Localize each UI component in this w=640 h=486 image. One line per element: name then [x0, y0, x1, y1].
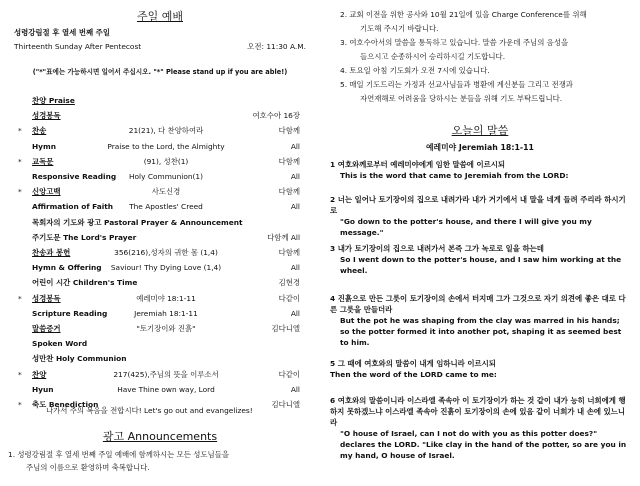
announcement-2b: 기도해 주시기 바랍니다.	[360, 24, 439, 33]
verse-4-en: But the pot he was shaping from the clay was marred in his hands; so the potter formed it into another pot, shaping it as seemed best to him.	[340, 316, 622, 347]
worship-item-leader: All	[290, 172, 300, 181]
worship-item	[32, 337, 300, 350]
worship-item-label: 찬송	[32, 126, 47, 136]
worship-item	[32, 140, 300, 153]
verse-3-ko: 3 내가 토기장이의 집으로 내려가서 본즉 그가 녹로로 일을 하는데	[330, 244, 544, 253]
worship-item-label: Hymn	[32, 141, 56, 151]
verse-5-en: Then the word of the LORD came to me:	[330, 370, 497, 379]
sermon-column	[320, 0, 640, 486]
worship-item-label: 교독문	[32, 156, 54, 166]
announcement-2a: 2. 교회 이전을 위한 공사와 10월 21일에 있을 Charge Conference를 위해	[340, 10, 587, 19]
sermon-reference: 예레미야 Jeremiah 18:1-11	[426, 143, 534, 152]
worship-item-label: Spoken Word	[32, 339, 88, 349]
worship-item-detail: Praise to the Lord, the Almighty	[107, 141, 225, 151]
worship-item-label: Responsive Reading	[32, 172, 117, 181]
worship-item	[32, 352, 300, 365]
worship-item-detail: "토기장이와 진흙"	[136, 324, 196, 333]
worship-item	[18, 155, 300, 168]
worship-item	[32, 246, 300, 259]
worship-item	[32, 216, 300, 229]
worship-item-detail: Have Thine own way, Lord	[117, 384, 215, 394]
worship-item-leader: 다함께	[278, 156, 300, 166]
verse-1-en: This is the word that came to Jeremiah from the LORD:	[340, 171, 569, 180]
verse-6-en: "O house of Israel, can I not do with you as this potter does?" declares the LORD. "Like clay in the hand of the potter, so are you in my hand, O house of Israel.	[340, 429, 627, 460]
worship-item-label: 신앙고백	[32, 187, 61, 197]
service-time: 오전: 11:30 A.M.	[247, 42, 306, 51]
subtitle-korean: 성령강림절 후 열세 번째 주일	[14, 28, 110, 37]
verse-2-en: "Go down to the potter's house, and there I will give you my message."	[340, 217, 592, 237]
worship-item-label: 어린이 시간 Children's Time	[32, 278, 138, 288]
verse-3-en: So I went down to the potter's house, and I saw him working at the wheel.	[340, 255, 622, 275]
announcement-1b: 주님의 이름으로 환영하며 축복합니다.	[26, 463, 150, 472]
stand-marker: *	[18, 369, 22, 379]
verse-6-ko: 6 여호와의 말씀이니라 이스라엘 족속아 이 토기장이가 하는 것 같이 내가 능히 너희에게 행하지 못하겠느냐 이스라엘 족속아 진흙이 토기장이의 손에 있음 같이 너희가 내 손에 있느니라	[330, 396, 626, 427]
worship-item	[32, 307, 300, 320]
verse-5	[330, 358, 630, 380]
sermon-title: 오늘의 말씀	[451, 124, 509, 137]
worship-item-leader: 다같이	[278, 293, 300, 303]
worship-item-leader: 다함께 All	[267, 232, 300, 242]
verse-1	[330, 159, 630, 181]
worship-item	[32, 109, 300, 122]
worship-item-leader: 다함께	[278, 187, 300, 197]
verse-2	[330, 194, 630, 238]
stand-marker: *	[18, 293, 22, 303]
worship-item-label: 찬송과 봉헌	[32, 248, 71, 257]
verse-1-ko: 1 여호와께로부터 예레미야에게 임한 말씀에 이르시되	[330, 160, 506, 169]
worship-item	[32, 200, 300, 213]
worship-item-detail: The Apostles' Creed	[129, 202, 203, 212]
worship-item	[32, 94, 300, 107]
worship-item-leader: All	[290, 263, 300, 273]
worship-item-label: Scripture Reading	[32, 308, 108, 318]
worship-item-leader: 여호수아 16장	[252, 111, 300, 121]
worship-item-leader: All	[290, 141, 300, 151]
stand-marker: *	[18, 400, 22, 409]
announcement-1a: 1. 성령강림절 후 열세 번째 주일 예배에 함께하시는 모든 성도님들을	[8, 450, 229, 459]
stand-marker: *	[18, 126, 22, 136]
worship-item-label: 말씀증거	[32, 324, 61, 333]
worship-item-label: 찬양 Praise	[32, 96, 75, 105]
worship-item-detail: (91), 성찬(1)	[143, 156, 189, 166]
worship-item	[32, 383, 300, 396]
worship-item-label: 주기도문 The Lord's Prayer	[32, 232, 137, 242]
stand-marker: *	[18, 156, 22, 166]
worship-item	[18, 124, 300, 137]
worship-title: 주일 예배	[136, 10, 183, 23]
worship-item-detail: Jeremiah 18:1-11	[134, 308, 198, 318]
worship-item-leader: 다함께	[278, 248, 300, 257]
worship-item-leader: 다같이	[278, 369, 300, 379]
announcement-3b: 들으시고 순종하시어 승리하시길 기도합니다.	[360, 52, 506, 61]
worship-item-leader: 김다니엘	[271, 324, 300, 333]
worship-item-label: 성만찬 Holy Communion	[32, 354, 127, 364]
verse-4	[330, 293, 630, 348]
announcement-5b: 자연재해로 어려움을 당하시는 분들을 위해 기도 부탁드립니다.	[360, 94, 563, 103]
worship-item-detail: 21(21), 다 찬양하여라	[128, 126, 204, 136]
worship-item-leader: All	[290, 308, 300, 318]
worship-item-label: 목회자의 기도와 광고 Pastoral Prayer & Announcement	[32, 217, 243, 227]
closing-line: 나가서 주의 복음을 전합시다! Let's go out and evangelizes!	[46, 406, 253, 415]
worship-item-label: Hyun	[32, 384, 54, 394]
announcement-4: 4. 토요일 아침 기도회가 오전 7시에 있습니다.	[340, 66, 490, 75]
announcements-title: 광고 Announcements	[102, 430, 218, 443]
announcement-5a: 5. 매일 기도드리는 가정과 선교사님들과 병환에 계신분들 그리고 전쟁과	[340, 80, 573, 89]
worship-item	[18, 292, 300, 305]
worship-item	[32, 170, 300, 183]
verse-6	[330, 395, 630, 461]
worship-item-detail: 356(216),성자의 귀한 몸 (1,4)	[114, 248, 218, 257]
verse-4-ko: 4 진흙으로 만든 그릇이 토기장이의 손에서 터지매 그가 그것으로 자기 의견에 좋은 대로 다른 그릇을 만들더라	[330, 294, 626, 314]
worship-item-leader: 다함께	[278, 126, 300, 136]
worship-item	[32, 261, 300, 274]
worship-item-label: Hymn & Offering	[32, 263, 102, 273]
verse-5-ko: 5 그 때에 여호와의 말씀이 내게 임하니라 이르시되	[330, 359, 496, 368]
worship-item-leader: All	[290, 384, 300, 394]
worship-item	[32, 276, 300, 289]
verse-3	[330, 243, 630, 276]
stand-note: ("*"표에는 가능하시면 일어서 주십시오. "*" Please stand up if you are able!)	[32, 68, 288, 76]
worship-item-detail: 사도신경	[151, 187, 181, 197]
worship-item-label: 성경봉독	[32, 111, 61, 121]
worship-item-detail: 217(425),주님의 뜻을 이루소서	[113, 369, 219, 379]
worship-item	[32, 231, 300, 244]
worship-item	[18, 368, 300, 381]
worship-item-label: 축도 Benediction	[32, 400, 99, 409]
stand-marker: *	[18, 187, 22, 197]
worship-item-leader: 김다니엘	[271, 400, 300, 409]
worship-item-leader: 김현경	[278, 278, 300, 288]
worship-item	[18, 185, 300, 198]
verse-2-ko: 2 너는 일어나 토기장이의 집으로 내려가라 내가 거기에서 내 말을 네게 들려 주리라 하시기로	[330, 195, 626, 215]
worship-item-label: 찬양	[32, 369, 47, 379]
subtitle-english	[14, 40, 306, 53]
worship-item-detail: 예레미야 18:1-11	[136, 293, 196, 303]
worship-item-detail: Holy Communion(1)	[128, 172, 204, 181]
worship-item-label: 성경봉독	[32, 293, 61, 303]
worship-item	[32, 322, 300, 335]
subtitle-english-text: Thirteenth Sunday After Pentecost	[14, 42, 142, 51]
worship-item-detail: Saviour! Thy Dying Love (1,4)	[110, 263, 222, 273]
announcement-3a: 3. 여호수아서의 말씀을 통독하고 있습니다. 말씀 가운데 주님의 음성을	[340, 38, 569, 47]
worship-item-leader: All	[290, 202, 300, 212]
worship-item-label: Affirmation of Faith	[32, 202, 114, 212]
